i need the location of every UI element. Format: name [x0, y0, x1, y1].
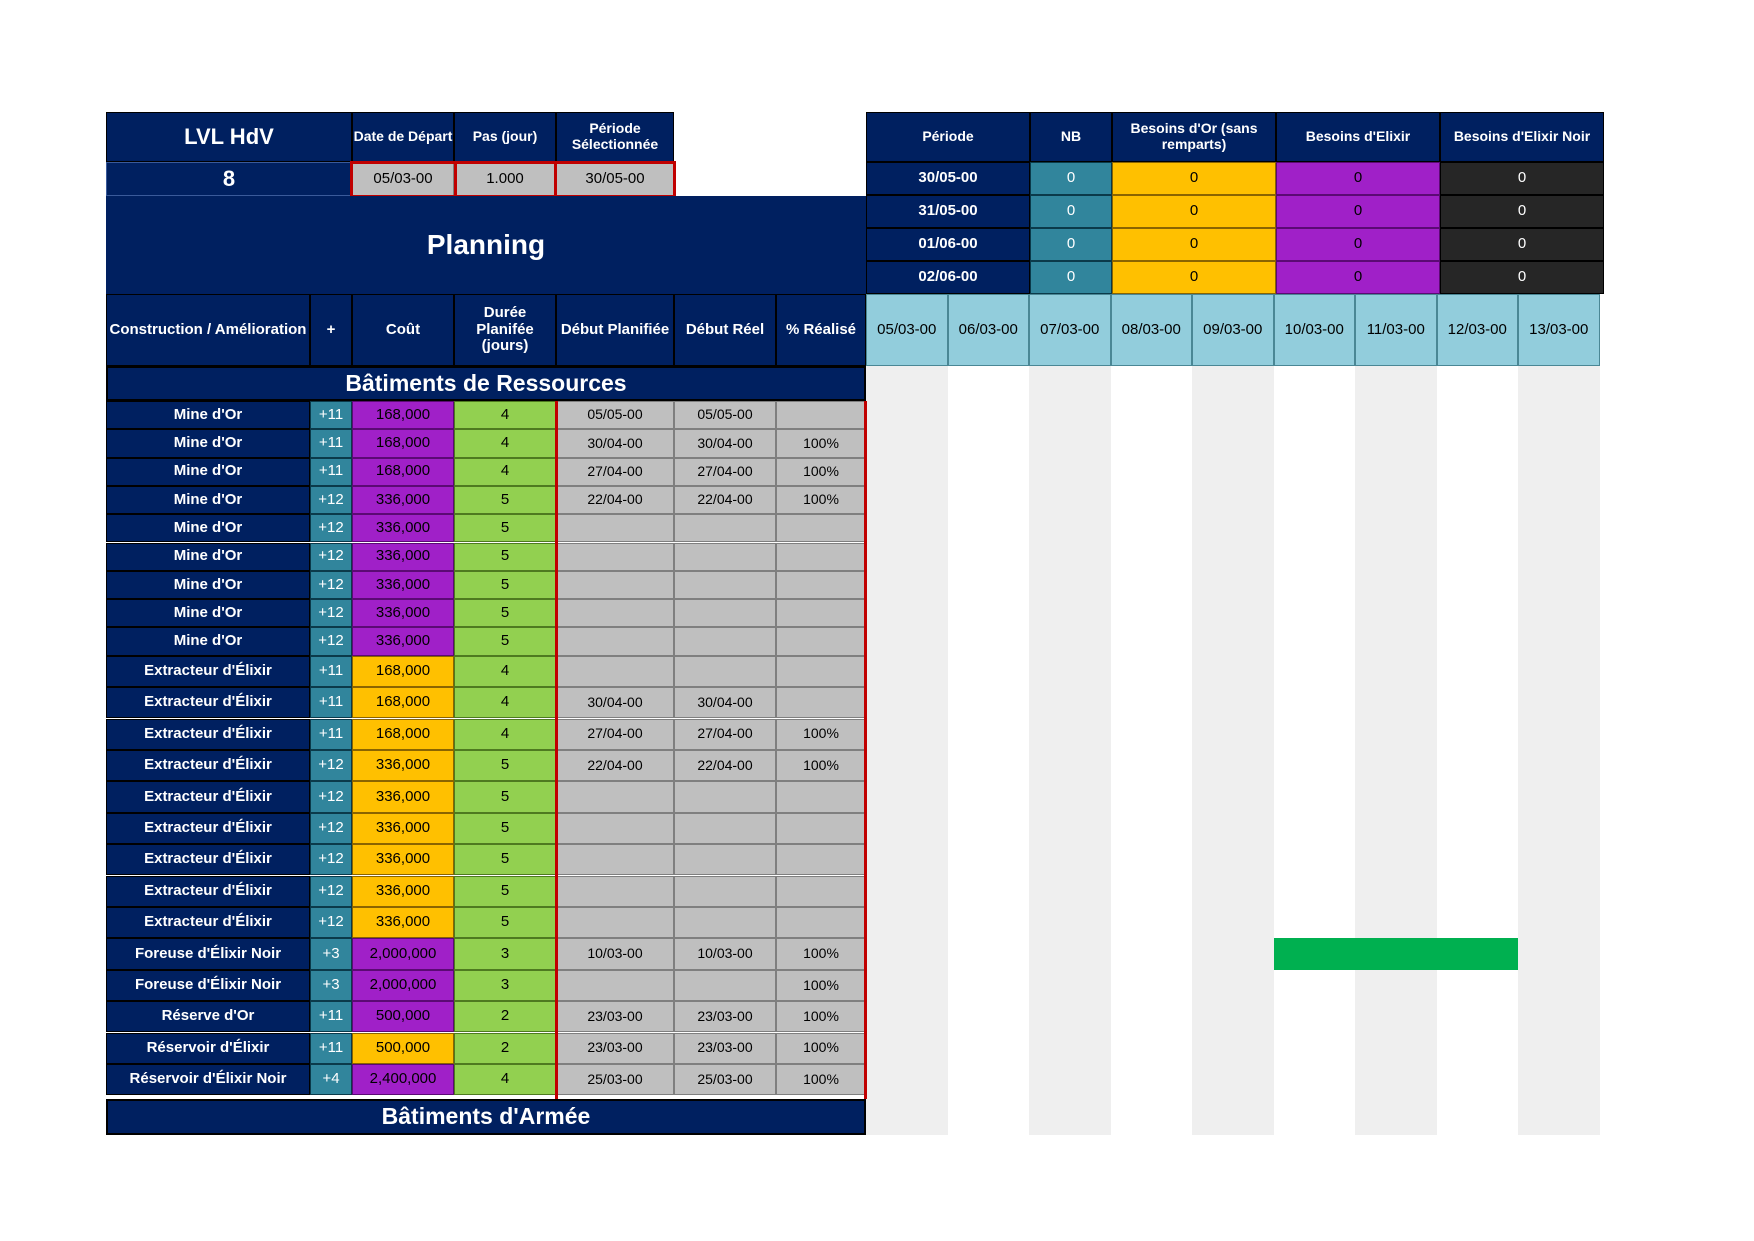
gantt-day-stripe: [1355, 366, 1437, 1135]
cell-pct[interactable]: 100%: [776, 970, 866, 1001]
cell-plus: +11: [310, 429, 352, 457]
cell-pct[interactable]: [776, 687, 866, 718]
cell-pct[interactable]: [776, 907, 866, 938]
cell-cost[interactable]: 168,000: [352, 429, 454, 457]
planning-title: Planning: [106, 196, 866, 294]
cell-plan[interactable]: 05/05-00: [556, 401, 674, 429]
cell-real[interactable]: 23/03-00: [674, 1033, 776, 1064]
cell-name: Extracteur d'Élixir: [106, 781, 310, 812]
cell-real[interactable]: [674, 656, 776, 687]
cell-name: Mine d'Or: [106, 514, 310, 542]
cell-plan[interactable]: 10/03-00: [556, 938, 674, 969]
cell-plus: +11: [310, 1001, 352, 1032]
cell-plan[interactable]: [556, 627, 674, 655]
cell-name: Extracteur d'Élixir: [106, 719, 310, 750]
section-army-buildings: Bâtiments d'Armée: [106, 1099, 866, 1135]
col-header-construction: Construction / Amélioration: [106, 294, 310, 366]
cell-cost[interactable]: 168,000: [352, 687, 454, 718]
cell-plan[interactable]: 27/04-00: [556, 458, 674, 486]
col-header-duration: Durée Planifée (jours): [454, 294, 556, 366]
cell-dur[interactable]: 5: [454, 571, 556, 599]
cell-dur[interactable]: 5: [454, 876, 556, 907]
cell-plus: +12: [310, 781, 352, 812]
cell-real[interactable]: [674, 970, 776, 1001]
cell-dur[interactable]: 5: [454, 486, 556, 514]
cell-pct[interactable]: 100%: [776, 1064, 866, 1095]
step-label: Pas (jour): [454, 112, 556, 162]
cell-name: Foreuse d'Élixir Noir: [106, 938, 310, 969]
cell-name: Mine d'Or: [106, 486, 310, 514]
cell-pct[interactable]: 100%: [776, 486, 866, 514]
cell-name: Extracteur d'Élixir: [106, 813, 310, 844]
cell-plus: +12: [310, 486, 352, 514]
section-resource-buildings: Bâtiments de Ressources: [106, 366, 866, 401]
cell-name: Réserve d'Or: [106, 1001, 310, 1032]
summary-cell-period: 31/05-00: [866, 195, 1030, 228]
cell-dur[interactable]: 5: [454, 627, 556, 655]
cell-pct[interactable]: [776, 627, 866, 655]
cell-plus: +11: [310, 719, 352, 750]
gantt-date-header: 12/03-00: [1437, 294, 1519, 366]
summary-cell-gold: 0: [1112, 195, 1276, 228]
cell-pct[interactable]: [776, 543, 866, 571]
cell-dur[interactable]: 3: [454, 938, 556, 969]
gantt-date-header: 05/03-00: [866, 294, 948, 366]
cell-dur[interactable]: 4: [454, 1064, 556, 1095]
cell-real[interactable]: 27/04-00: [674, 719, 776, 750]
cell-real[interactable]: 27/04-00: [674, 458, 776, 486]
cell-dur[interactable]: 4: [454, 719, 556, 750]
cell-real[interactable]: [674, 907, 776, 938]
cell-cost[interactable]: 336,000: [352, 781, 454, 812]
summary-cell-period: 01/06-00: [866, 228, 1030, 261]
col-header-plus: +: [310, 294, 352, 366]
cell-plus: +12: [310, 750, 352, 781]
cell-name: Réservoir d'Élixir: [106, 1033, 310, 1064]
cell-cost[interactable]: 2,000,000: [352, 970, 454, 1001]
summary-cell-elixir: 0: [1276, 162, 1440, 195]
cell-plus: +3: [310, 938, 352, 969]
cell-plan[interactable]: [556, 876, 674, 907]
cell-name: Mine d'Or: [106, 627, 310, 655]
cell-cost[interactable]: 336,000: [352, 750, 454, 781]
cell-cost[interactable]: 336,000: [352, 627, 454, 655]
cell-name: Réservoir d'Élixir Noir: [106, 1064, 310, 1095]
summary-cell-period: 30/05-00: [866, 162, 1030, 195]
cell-name: Mine d'Or: [106, 401, 310, 429]
summary-cell-elixir: 0: [1276, 228, 1440, 261]
cell-plan[interactable]: [556, 656, 674, 687]
col-header-pct-done: % Réalisé: [776, 294, 866, 366]
summary-cell-nb: 0: [1030, 162, 1112, 195]
summary-cell-dark: 0: [1440, 195, 1604, 228]
cell-cost[interactable]: 336,000: [352, 486, 454, 514]
cell-real[interactable]: 10/03-00: [674, 938, 776, 969]
cell-plan[interactable]: [556, 813, 674, 844]
cell-plus: +11: [310, 656, 352, 687]
gantt-date-header: 06/03-00: [948, 294, 1030, 366]
start-date-label: Date de Départ: [352, 112, 454, 162]
cell-plus: +3: [310, 970, 352, 1001]
cell-pct[interactable]: [776, 514, 866, 542]
summary-cell-gold: 0: [1112, 261, 1276, 294]
cell-real[interactable]: [674, 813, 776, 844]
cell-name: Mine d'Or: [106, 543, 310, 571]
cell-dur[interactable]: 4: [454, 401, 556, 429]
cell-dur[interactable]: 5: [454, 907, 556, 938]
summary-cell-elixir: 0: [1276, 195, 1440, 228]
cell-real[interactable]: [674, 543, 776, 571]
cell-plan[interactable]: 23/03-00: [556, 1033, 674, 1064]
cell-plan[interactable]: [556, 844, 674, 875]
cell-dur[interactable]: 5: [454, 844, 556, 875]
summary-cell-dark: 0: [1440, 261, 1604, 294]
cell-cost[interactable]: 168,000: [352, 656, 454, 687]
cell-real[interactable]: 23/03-00: [674, 1001, 776, 1032]
summary-header-dark-elixir: Besoins d'Elixir Noir: [1440, 112, 1604, 162]
cell-plus: +12: [310, 627, 352, 655]
cell-pct[interactable]: 100%: [776, 429, 866, 457]
input-divider: [454, 161, 457, 198]
cell-pct[interactable]: [776, 813, 866, 844]
cell-plan[interactable]: [556, 571, 674, 599]
cell-pct[interactable]: [776, 876, 866, 907]
cell-cost[interactable]: 336,000: [352, 876, 454, 907]
lvl-hdv-value[interactable]: 8: [106, 162, 352, 196]
summary-header-gold: Besoins d'Or (sans remparts): [1112, 112, 1276, 162]
cell-plan[interactable]: 22/04-00: [556, 486, 674, 514]
period-label: Période Sélectionnée: [556, 112, 674, 162]
cell-real[interactable]: 22/04-00: [674, 486, 776, 514]
cell-cost[interactable]: 336,000: [352, 543, 454, 571]
summary-cell-dark: 0: [1440, 228, 1604, 261]
cell-plus: +11: [310, 458, 352, 486]
cell-dur[interactable]: 5: [454, 543, 556, 571]
cell-dur[interactable]: 4: [454, 687, 556, 718]
cell-real[interactable]: [674, 514, 776, 542]
gantt-day-stripe: [866, 366, 948, 1135]
cell-dur[interactable]: 3: [454, 970, 556, 1001]
cell-name: Mine d'Or: [106, 599, 310, 627]
cell-cost[interactable]: 500,000: [352, 1033, 454, 1064]
cell-cost[interactable]: 168,000: [352, 401, 454, 429]
cell-cost[interactable]: 336,000: [352, 907, 454, 938]
gantt-date-header: 11/03-00: [1355, 294, 1437, 366]
cell-name: Extracteur d'Élixir: [106, 750, 310, 781]
cell-name: Foreuse d'Élixir Noir: [106, 970, 310, 1001]
cell-real[interactable]: [674, 571, 776, 599]
summary-cell-nb: 0: [1030, 261, 1112, 294]
cell-pct[interactable]: 100%: [776, 719, 866, 750]
cell-dur[interactable]: 2: [454, 1001, 556, 1032]
cell-plan[interactable]: [556, 970, 674, 1001]
gantt-day-stripe: [1518, 366, 1600, 1135]
cell-dur[interactable]: 5: [454, 514, 556, 542]
gantt-bar: [1274, 938, 1519, 969]
cell-real[interactable]: 25/03-00: [674, 1064, 776, 1095]
cell-cost[interactable]: 168,000: [352, 458, 454, 486]
cell-plan[interactable]: [556, 781, 674, 812]
cell-plus: +11: [310, 1033, 352, 1064]
cell-name: Extracteur d'Élixir: [106, 907, 310, 938]
cell-plan[interactable]: [556, 907, 674, 938]
cell-pct[interactable]: 100%: [776, 1001, 866, 1032]
cell-pct[interactable]: [776, 599, 866, 627]
cell-pct[interactable]: 100%: [776, 1033, 866, 1064]
summary-header-elixir: Besoins d'Elixir: [1276, 112, 1440, 162]
cell-dur[interactable]: 5: [454, 750, 556, 781]
cell-pct[interactable]: 100%: [776, 750, 866, 781]
cell-dur[interactable]: 5: [454, 781, 556, 812]
input-divider: [554, 161, 557, 198]
gantt-date-header: 09/03-00: [1192, 294, 1274, 366]
cell-pct[interactable]: [776, 571, 866, 599]
gantt-date-header: 07/03-00: [1029, 294, 1111, 366]
cell-real[interactable]: [674, 781, 776, 812]
summary-cell-period: 02/06-00: [866, 261, 1030, 294]
cell-cost[interactable]: 336,000: [352, 813, 454, 844]
col-header-cost: Coût: [352, 294, 454, 366]
cell-pct[interactable]: 100%: [776, 458, 866, 486]
pct-column-border: [864, 401, 867, 1099]
cell-pct[interactable]: [776, 781, 866, 812]
step-input[interactable]: 1.000: [454, 162, 556, 196]
summary-cell-gold: 0: [1112, 228, 1276, 261]
cell-cost[interactable]: 336,000: [352, 844, 454, 875]
gantt-date-header: 08/03-00: [1111, 294, 1193, 366]
cell-pct[interactable]: [776, 844, 866, 875]
cell-plus: +12: [310, 543, 352, 571]
cell-dur[interactable]: 4: [454, 458, 556, 486]
cell-name: Extracteur d'Élixir: [106, 844, 310, 875]
cell-cost[interactable]: 500,000: [352, 1001, 454, 1032]
col-header-planned-start: Début Planifiée: [556, 294, 674, 366]
cell-name: Mine d'Or: [106, 571, 310, 599]
cell-plan[interactable]: 30/04-00: [556, 687, 674, 718]
lvl-hdv-label: LVL HdV: [106, 112, 352, 162]
cell-real[interactable]: [674, 627, 776, 655]
cell-real[interactable]: 30/04-00: [674, 687, 776, 718]
cell-plus: +12: [310, 844, 352, 875]
cell-plan[interactable]: 27/04-00: [556, 719, 674, 750]
cell-name: Mine d'Or: [106, 429, 310, 457]
cell-plan[interactable]: [556, 599, 674, 627]
cell-real[interactable]: [674, 844, 776, 875]
gantt-date-header: 10/03-00: [1274, 294, 1356, 366]
cell-real[interactable]: 22/04-00: [674, 750, 776, 781]
cell-plus: +12: [310, 599, 352, 627]
summary-cell-nb: 0: [1030, 228, 1112, 261]
summary-cell-elixir: 0: [1276, 261, 1440, 294]
cell-cost[interactable]: 336,000: [352, 571, 454, 599]
cell-dur[interactable]: 5: [454, 813, 556, 844]
cell-cost[interactable]: 2,400,000: [352, 1064, 454, 1095]
cell-name: Extracteur d'Élixir: [106, 876, 310, 907]
cell-plus: +4: [310, 1064, 352, 1095]
start-date-input[interactable]: 05/03-00: [352, 162, 454, 196]
cell-plus: +11: [310, 401, 352, 429]
cell-plan[interactable]: 22/04-00: [556, 750, 674, 781]
cell-plan[interactable]: 23/03-00: [556, 1001, 674, 1032]
gantt-day-stripe: [1029, 366, 1111, 1135]
planned-column-border: [555, 401, 558, 1099]
col-header-real-start: Début Réel: [674, 294, 776, 366]
cell-cost[interactable]: 168,000: [352, 719, 454, 750]
cell-pct[interactable]: [776, 401, 866, 429]
cell-name: Extracteur d'Élixir: [106, 656, 310, 687]
gantt-day-stripe: [1192, 366, 1274, 1135]
summary-cell-gold: 0: [1112, 162, 1276, 195]
cell-name: Mine d'Or: [106, 458, 310, 486]
cell-plus: +12: [310, 876, 352, 907]
cell-dur[interactable]: 2: [454, 1033, 556, 1064]
cell-plan[interactable]: 30/04-00: [556, 429, 674, 457]
period-input[interactable]: 30/05-00: [556, 162, 674, 196]
cell-plus: +11: [310, 687, 352, 718]
cell-plus: +12: [310, 571, 352, 599]
cell-pct[interactable]: [776, 656, 866, 687]
cell-real[interactable]: [674, 876, 776, 907]
cell-dur[interactable]: 5: [454, 599, 556, 627]
cell-plan[interactable]: 25/03-00: [556, 1064, 674, 1095]
summary-cell-nb: 0: [1030, 195, 1112, 228]
cell-plus: +12: [310, 514, 352, 542]
cell-plus: +12: [310, 907, 352, 938]
cell-real[interactable]: [674, 599, 776, 627]
cell-real[interactable]: 05/05-00: [674, 401, 776, 429]
cell-pct[interactable]: 100%: [776, 938, 866, 969]
cell-cost[interactable]: 336,000: [352, 599, 454, 627]
cell-real[interactable]: 30/04-00: [674, 429, 776, 457]
cell-cost[interactable]: 2,000,000: [352, 938, 454, 969]
cell-dur[interactable]: 4: [454, 429, 556, 457]
gantt-date-header: 13/03-00: [1518, 294, 1600, 366]
summary-cell-dark: 0: [1440, 162, 1604, 195]
cell-dur[interactable]: 4: [454, 656, 556, 687]
summary-header-nb: NB: [1030, 112, 1112, 162]
cell-name: Extracteur d'Élixir: [106, 687, 310, 718]
cell-plan[interactable]: [556, 543, 674, 571]
cell-cost[interactable]: 336,000: [352, 514, 454, 542]
cell-plus: +12: [310, 813, 352, 844]
cell-plan[interactable]: [556, 514, 674, 542]
summary-header-period: Période: [866, 112, 1030, 162]
